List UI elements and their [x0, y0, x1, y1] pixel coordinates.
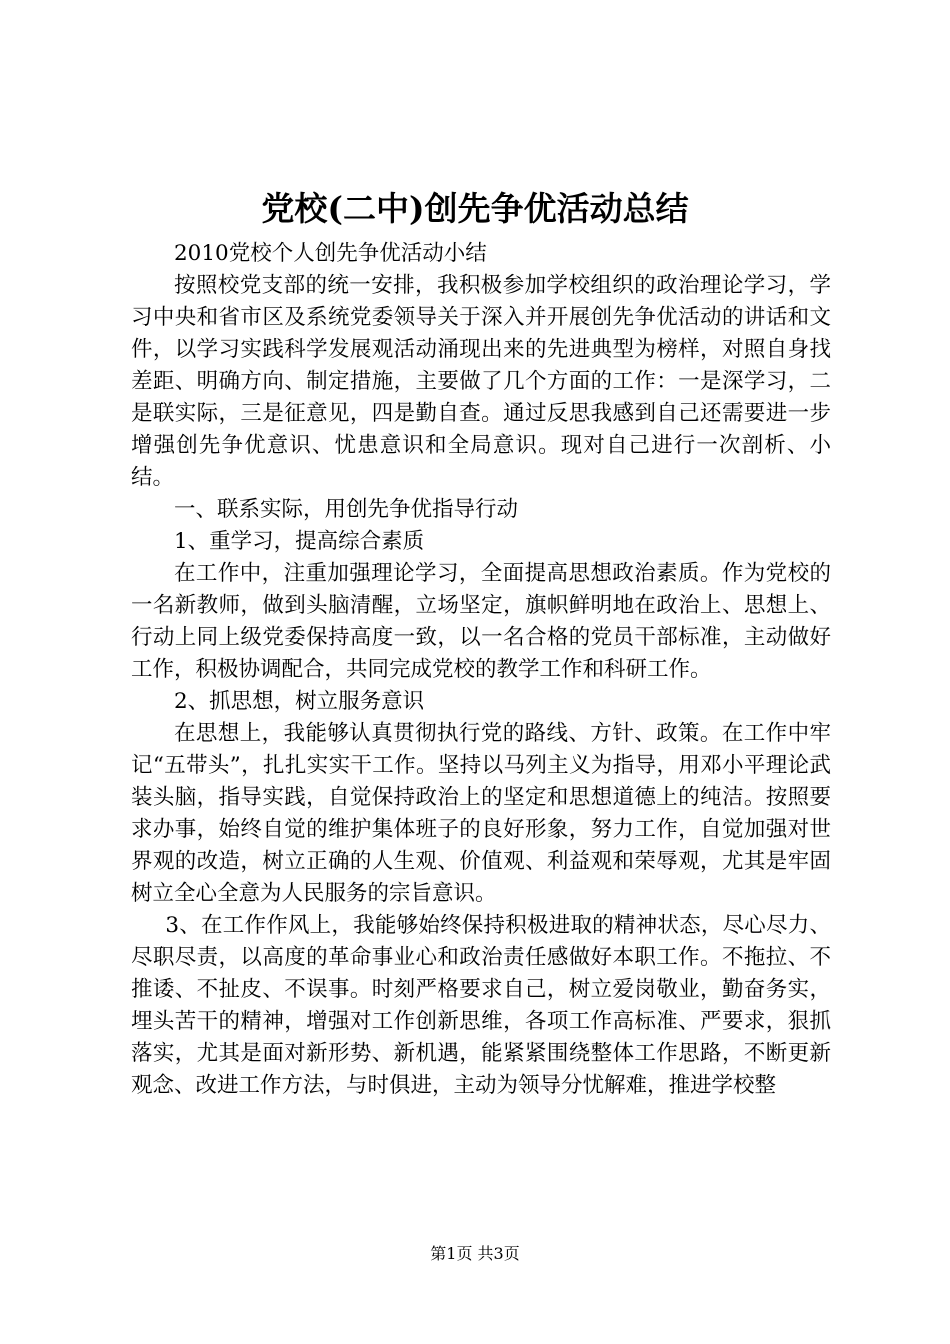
page-footer: 第1页 共3页 [430, 1244, 520, 1263]
document-title: 党校(二中)创先争优活动总结 [261, 189, 689, 228]
intro-paragraph: 按照校党支部的统一安排，我积极参加学校组织的政治理论学习，学习中央和省市区及系统党委领导关于深入并开展创先争优活动的讲话和文件，以学习实践科学发展观活动涌现出来的先进典型为榜样，对照自身找差距、明确方向、制定措施，主要做了几个方面的工作：一是深学习，二是联实际，三是征意见，四是勤自查。通过反思我感到自己还需要进一步增强创先争优意识、忧患意识和全局意识。现对自己进行一次剖析、小结。 [131, 273, 831, 490]
document-body [131, 238, 831, 1102]
body-paragraph: 在思想上，我能够认真贯彻执行党的路线、方针、政策。在工作中牢记“五带头”，扎扎实实干工作。坚持以马列主义为指导，用邓小平理论武装头脑，指导实践，自觉保持政治上的坚定和思想道德上的纯洁。按照要求办事，始终自觉的维护集体班子的良好形象，努力工作，自觉加强对世界观的改造，树立正确的人生观、价值观、利益观和荣辱观，尤其是牢固树立全心全意为人民服务的宗旨意识。 [131, 721, 831, 906]
body-paragraph: 在工作中，注重加强理论学习，全面提高思想政治素质。作为党校的一名新教师，做到头脑清醒，立场坚定，旗帜鲜明地在政治上、思想上、行动上同上级党委保持高度一致，以一名合格的党员干部标准，主动做好工作，积极协调配合，共同完成党校的教学工作和科研工作。 [131, 561, 831, 682]
subtitle-paragraph: 2010党校个人创先争优活动小结 [174, 241, 487, 266]
section-heading-1: 一、联系实际，用创先争优指导行动 [174, 497, 519, 522]
subsection-heading-2: 2、抓思想，树立服务意识 [174, 689, 425, 714]
subsection-heading-1: 1、重学习，提高综合素质 [174, 529, 425, 554]
body-paragraph: 3、在工作作风上，我能够始终保持积极进取的精神状态，尽心尽力、尽职尽责，以高度的革命事业心和政治责任感做好本职工作。不拖拉、不推诿、不扯皮、不误事。时刻严格要求自己，树立爱岗敬业，勤奋务实，埋头苦干的精神，增强对工作创新思维，各项工作高标准、严要求，狠抓落实，尤其是面对新形势、新机遇，能紧紧围绕整体工作思路，不断更新观念、改进工作方法，与时俱进，主动为领导分忧解难，推进学校整 [131, 913, 831, 1098]
